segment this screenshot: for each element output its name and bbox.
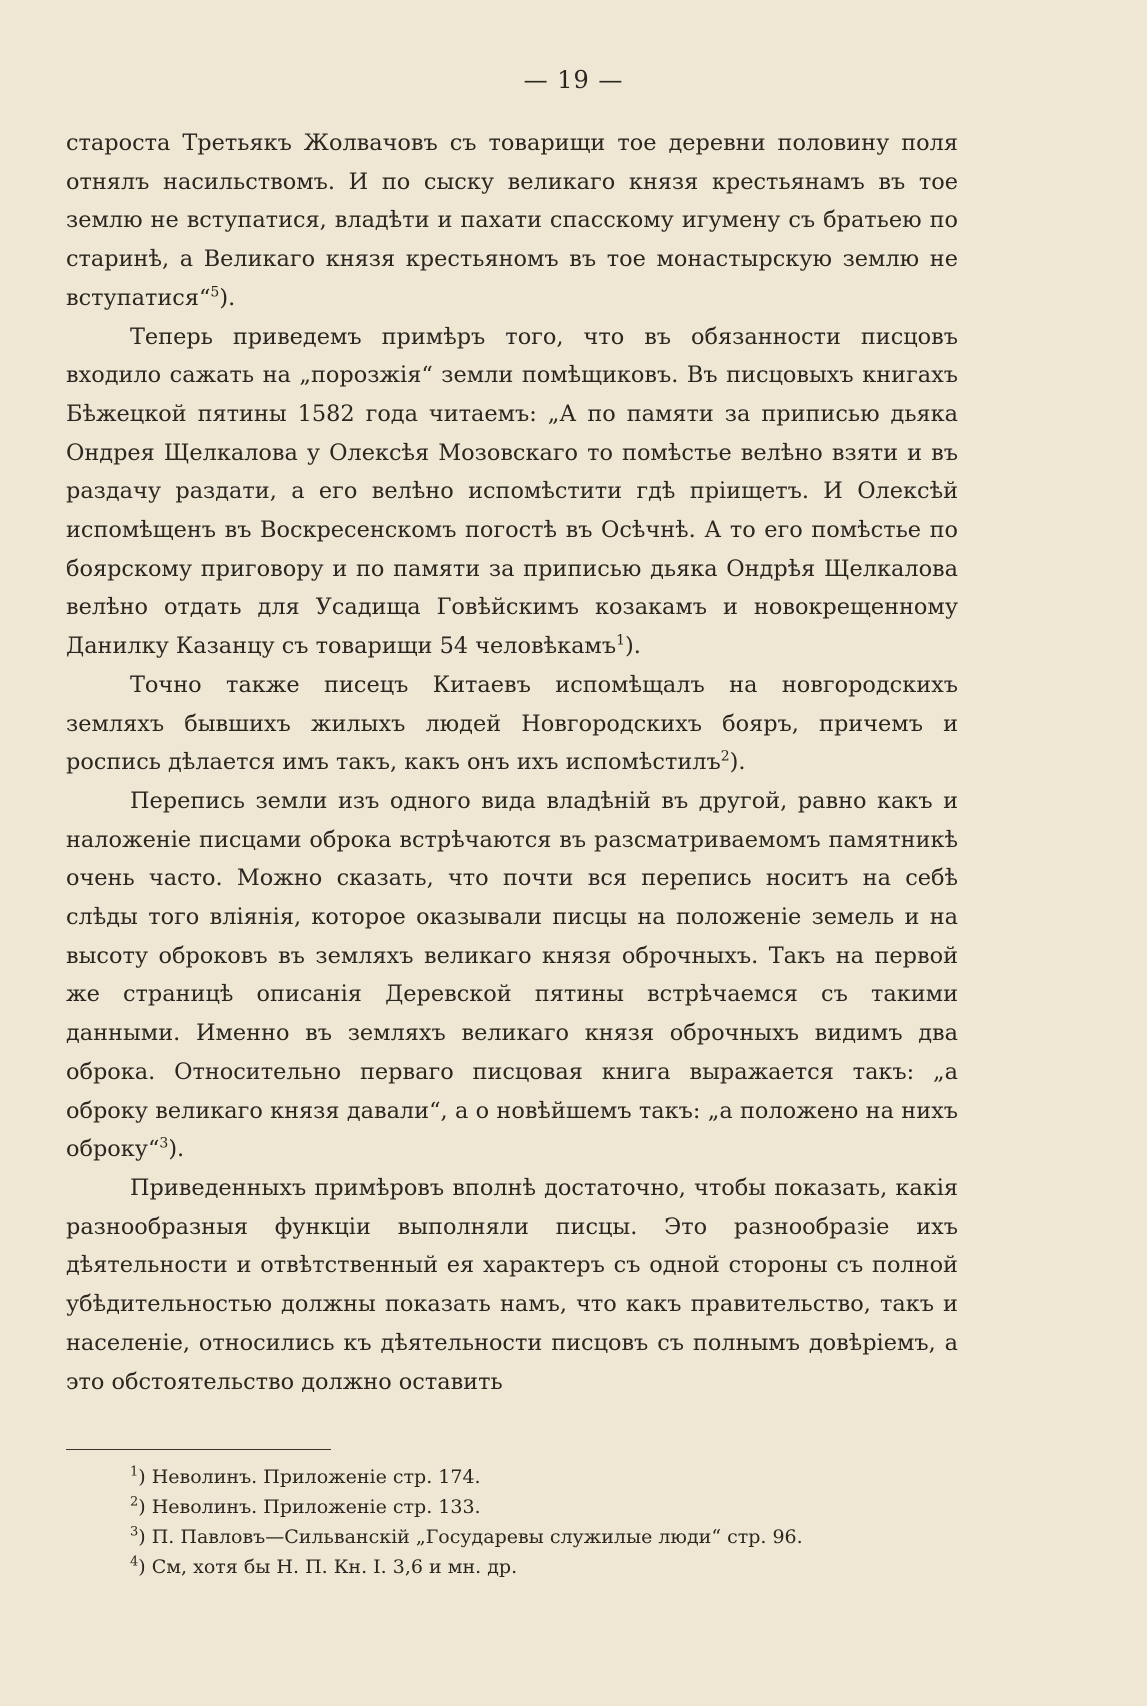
footnotes bbox=[130, 1462, 970, 1582]
footnote bbox=[130, 1522, 970, 1552]
paragraph-tail: ). bbox=[729, 749, 746, 776]
footnote-ref: 2 bbox=[720, 748, 730, 765]
paragraph bbox=[66, 318, 958, 666]
footnote bbox=[130, 1552, 970, 1582]
paragraph-text: Перепись земли изъ одного вида владѣній въ другой, равно какъ и наложеніе писцами оброка встрѣчаются въ разсматриваемомъ памятникѣ очень часто. Можно сказать, что почти вся перепись носитъ на себѣ слѣды того вліянія, которое оказывали писцы на положеніе земель и на высоту оброковъ въ земляхъ великаго князя оброчныхъ. Такъ на первой же страницѣ описанія Деревской пятины встрѣчаемся съ такими данными. Именно въ земляхъ великаго князя оброчныхъ видимъ два оброка. Относительно перваго писцовая книга выражается такъ: „а оброку великаго князя давали“, а о новѣйшемъ такъ: „а положено на нихъ оброку“ bbox=[66, 787, 958, 1163]
footnote-text: ) См, хотя бы Н. П. Кн. I. 3,6 и мн. др. bbox=[138, 1556, 518, 1578]
paragraph-text: Приведенныхъ примѣровъ вполнѣ достаточно, чтобы показать, какія разнообразныя функціи выполняли писцы. Это разнообразіе ихъ дѣятельности и отвѣтственный ея характеръ съ одной стороны съ полной убѣдительностью должны показать намъ, что какъ правительство, такъ и населеніе, относились къ дѣятельности писцовъ съ полнымъ довѣріемъ, а это обстоятельство должно оставить bbox=[66, 1174, 958, 1395]
footnote-text: ) Неволинъ. Приложеніе стр. 174. bbox=[138, 1466, 481, 1488]
paragraph bbox=[66, 1169, 958, 1401]
footnote-text: ) Неволинъ. Приложеніе стр. 133. bbox=[138, 1496, 481, 1518]
footnote-mark: 2 bbox=[130, 1494, 139, 1510]
footnote-ref: 5 bbox=[210, 284, 220, 301]
footnote-mark: 3 bbox=[130, 1524, 139, 1540]
page-number: — 19 — bbox=[523, 66, 624, 94]
footnote-mark: 1 bbox=[130, 1464, 139, 1480]
footnote-text: ) П. Павловъ—Сильванскій „Государевы служилые люди“ стр. 96. bbox=[138, 1526, 803, 1548]
paragraph-tail: ). bbox=[625, 633, 641, 660]
paragraph-text: Точно также писецъ Китаевъ испомѣщалъ на новгородскихъ земляхъ бывшихъ жилыхъ людей Новгородскихъ бояръ, причемъ и роспись дѣлается имъ такъ, какъ онъ ихъ испомѣстилъ bbox=[66, 671, 958, 776]
footnote-ref: 1 bbox=[616, 632, 626, 649]
paragraph bbox=[66, 124, 958, 318]
footnote-divider bbox=[66, 1449, 331, 1450]
footnote bbox=[130, 1462, 970, 1492]
footnote-ref: 3 bbox=[159, 1135, 169, 1152]
paragraph-text: Теперь приведемъ примѣръ того, что въ обязанности писцовъ входило сажать на „порозжія“ земли помѣщиковъ. Въ писцовыхъ книгахъ Бѣжецкой пятины 1582 года читаемъ: „А по памяти за приписью дьяка Ондрея Щелкалова у Олексѣя Мозовскаго то помѣстье велѣно взяти и въ раздачу раздати, а его велѣно испомѣстити гдѣ пріищетъ. И Олексѣй испомѣщенъ въ Воскресенскомъ погостѣ въ Осѣчнѣ. А то его помѣстье по боярскому приговору и по памяти за приписью дьяка Ондрѣя Щелкалова велѣно отдать для Усадища Говѣйскимъ козакамъ и новокрещенному Данилку Казанцу съ товарищи 54 человѣкамъ bbox=[66, 323, 958, 660]
paragraph-text: староста Третьякъ Жолвачовъ съ товарищи тое деревни половину поля отнялъ насильствомъ. И по сыску великаго князя крестьянамъ въ тое землю не вступатися, владѣти и пахати спасскому игумену съ братьею по старинѣ, а Великаго князя крестьяномъ въ тое монастырскую землю не вступатися“ bbox=[66, 130, 958, 311]
paragraph-tail: ). bbox=[219, 284, 236, 311]
paragraph bbox=[66, 666, 958, 782]
footnote-mark: 4 bbox=[130, 1554, 139, 1570]
paragraph-tail: ). bbox=[168, 1136, 185, 1163]
body-text bbox=[66, 124, 958, 1401]
footnote bbox=[130, 1492, 970, 1522]
paragraph bbox=[66, 782, 958, 1169]
